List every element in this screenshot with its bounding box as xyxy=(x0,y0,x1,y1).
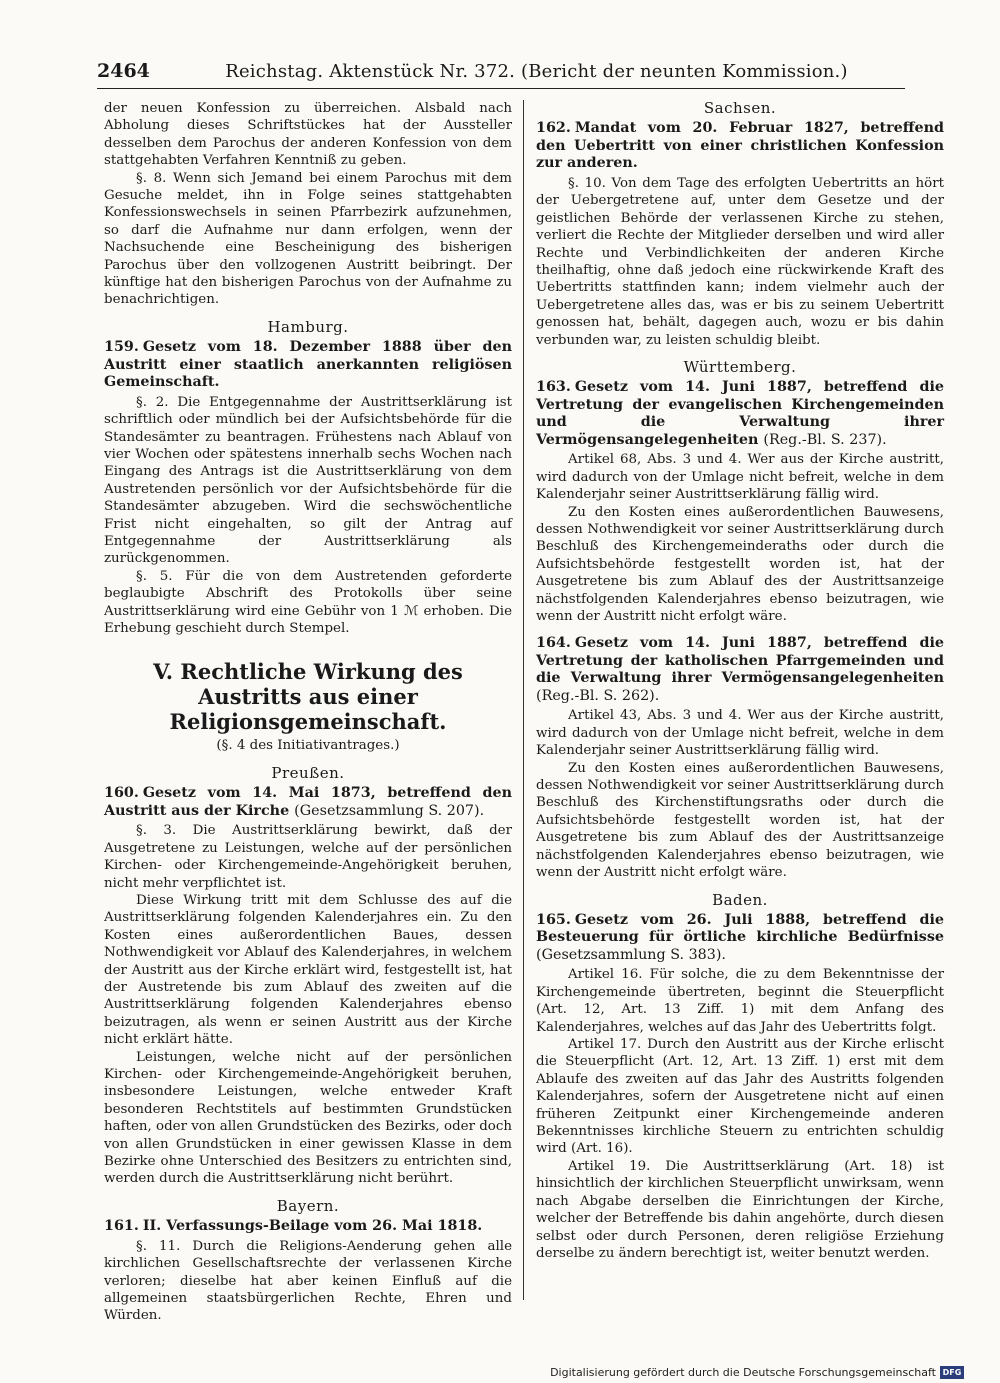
law-title: Gesetz vom 14. Mai 1873, betreffend den Austritt aus der Kirche xyxy=(104,785,512,819)
law-title: Gesetz vom 14. Juni 1887, betreffend die Vertretung der katholischen Pfarrgemeinden und die Verwaltung ihrer Vermögensangelegenheiten xyxy=(536,635,944,687)
paragraph: Zu den Kosten eines außerordentlichen Bauwesens, dessen Nothwendigkeit vor seiner Austrittserklärung durch Beschluß des Kirchengemeinderaths oder durch die Aufsichtsbehörde festgestellt worden ist, hat der Ausgetretene bis zum Ablauf des der Austrittsanzeige nächstfolgenden Kalenderjahres ebenso beizutragen, wie wenn der Austritt nicht erfolgt wäre. xyxy=(536,504,944,625)
region-heading: Bayern. xyxy=(276,1196,340,1215)
region-heading: Preußen. xyxy=(271,763,345,782)
paragraph: §. 3. Die Austrittserklärung bewirkt, daß der Ausgetretene zu Leistungen, welche auf der persönlichen Kirchen- oder Kirchengemeinde-Angehörigkeit beruhen, nicht mehr verpflichtet ist. xyxy=(104,823,512,891)
paragraph: §. 11. Durch die Religions-Aenderung gehen alle kirchlichen Gesellschaftsrechte der verlassenen Kirche verloren; dieselbe hat aber keinen Einfluß auf die allgemeinen staatsbürgerlichen Rechte, Ehren und Würden. xyxy=(104,1238,512,1324)
law-number: 160. xyxy=(104,785,139,802)
paragraph: Leistungen, welche nicht auf der persönlichen Kirchen- oder Kirchengemeinde-Angehörigkeit beruhen, insbesondere Leistungen, welche entweder Kraft besonderen Rechtstitels auf bestimmten Grundstücken haften, oder von allen Grundstücken des Bezirks, oder doch von allen Grundstücken in einer gewissen Klasse in dem Bezirke ohne Unterschied des Besitzers zu entrichten sind, werden durch die Austrittserklärung nicht berührt. xyxy=(104,1049,512,1187)
law-number: 162. xyxy=(536,120,571,137)
law-number: 161. xyxy=(104,1218,139,1235)
law-title: Gesetz vom 18. Dezember 1888 über den Austritt einer staatlich anerkannten religiösen Gemeinschaft. xyxy=(104,339,512,391)
paragraph: Artikel 16. Für solche, die zu dem Bekenntnisse der Kirchengemeinde übertreten, beginnt die Steuerpflicht (Art. 12, Art. 13 Ziff. 1) mit dem Anfang des Kalenderjahres, welches auf das Jahr des Uebertritts folgt. xyxy=(536,967,944,1035)
region-heading: Sachsen. xyxy=(703,99,777,117)
footer-credit xyxy=(550,1366,964,1379)
law-heading xyxy=(104,339,512,392)
paragraph: Diese Wirkung tritt mit dem Schlusse des auf die Austrittserklärung folgenden Kalenderjahres ein. Zu den Kosten eines außerordentlichen Baues, dessen Nothwendigkeit vor Ablauf des Kalenderjahres, in welchem der Austritt aus der Kirche erklärt wird, festgestellt ist, hat der Austretende bis zum Ablauf des zweiten auf die Austrittserklärung folgenden Kalenderjahres ebenso beizutragen, als wenn er seinen Austritt aus der Kirche nicht erklärt hätte. xyxy=(104,892,512,1048)
law-title: II. Verfassungs-Beilage vom 26. Mai 1818. xyxy=(142,1218,483,1235)
law-heading xyxy=(536,635,944,705)
footer-text: Digitalisierung gefördert durch die Deutsche Forschungsgemeinschaft xyxy=(550,1366,936,1379)
law-heading xyxy=(104,785,512,820)
paragraph: Artikel 68, Abs. 3 und 4. Wer aus der Kirche austritt, wird dadurch von der Umlage nicht befreit, welche in dem Kalenderjahr seiner Austrittserklärung fällig wird. xyxy=(536,452,944,503)
law-reference: (Reg.-Bl. S. 237). xyxy=(763,431,887,448)
left-column xyxy=(104,100,512,1324)
page-header xyxy=(97,54,905,89)
law-title: Gesetz vom 26. Juli 1888, betreffend die Besteuerung für örtliche kirchliche Bedürfnisse xyxy=(536,911,944,946)
law-heading xyxy=(536,912,944,965)
paragraph: §. 10. Von dem Tage des erfolgten Uebertritts an hört der Uebergetretene auf, unter dem Gesetze und der geistlichen Behörde der verlassenen Kirche zu stehen, verliert die Rechte der Mitglieder derselben und wird aller Rechte und Verbindlichkeiten der anderen Kirche theilhaftig, ohne daß jedoch eine rückwirkende Kraft des Uebertritts stattfinden kann; indem vielmehr auch der Uebergetretene alles das, was er bis zu seinem Uebertritt genossen hat, behält, dagegen auch, wozu er bis dahin verbunden war, zu leisten schuldig bleibt. xyxy=(536,175,944,348)
law-number: 165. xyxy=(536,911,571,928)
paragraph: Artikel 17. Durch den Austritt aus der Kirche erlischt die Steuerpflicht (Art. 12, Art. 13 Ziff. 1) erst mit dem Ablaufe des zweiten auf das Jahr des Austritts folgenden Kalenderjahres, sofern der Ausgetretene nicht auf einen früheren Zeitpunkt einer Kirchengemeinde anderen Bekenntnisses kirchliche Steuern zu entrichten schuldig wird (Art. 16). xyxy=(536,1037,944,1157)
paragraph: §. 8. Wenn sich Jemand bei einem Parochus mit dem Gesuche meldet, ihn in Folge seines stattgehabten Konfessionswechsels in seinen Pfarrbezirk aufzunehmen, so darf die Aufnahme nur dann erfolgen, wenn der Nachsuchende eine Bescheinigung des bisherigen Parochus über den vollzogenen Austritt beibringt. Der künftige hat den bisherigen Parochus von der Aufnahme zu benachrichtigen. xyxy=(104,170,512,308)
region-heading: Baden. xyxy=(712,890,768,909)
law-heading xyxy=(536,120,944,173)
law-reference: (Gesetzsammlung S. 207). xyxy=(294,802,485,819)
chapter-note: (§. 4 des Initiativantrages.) xyxy=(216,738,400,754)
right-column xyxy=(536,100,944,1300)
law-number: 159. xyxy=(104,339,139,356)
law-number: 164. xyxy=(536,635,571,652)
law-reference: (Gesetzsammlung S. 383). xyxy=(536,946,726,963)
law-reference: (Reg.-Bl. S. 262). xyxy=(536,687,660,704)
chapter-title: V. Rechtliche Wirkung des Austritts aus einer Religionsgemeinschaft. xyxy=(153,659,463,735)
paragraph: Artikel 43, Abs. 3 und 4. Wer aus der Kirche austritt, wird dadurch von der Umlage nicht befreit, welche in dem Kalenderjahr seiner Austrittserklärung fällig wird. xyxy=(536,708,944,759)
paragraph: Artikel 19. Die Austrittserklärung (Art. 18) ist hinsichtlich der kirchlichen Steuerpflicht unwirksam, wenn nach Abgabe derselben die Einrichtungen der Kirche, welcher der Betreffende bis dahin angehörte, durch diesen selbst oder durch Personen, deren religiöse Erziehung derselbe zu ändern berechtigt ist, weiter benutzt werden. xyxy=(536,1158,944,1261)
law-title: Mandat vom 20. Februar 1827, betreffend den Uebertritt von einer christlichen Konfession zur anderen. xyxy=(536,120,944,172)
paragraph: §. 2. Die Entgegennahme der Austrittserklärung ist schriftlich oder mündlich bei der Aufsichtsbehörde für die Standesämter zu beantragen. Frühestens nach Ablauf von vier Wochen oder spätestens innerhalb sechs Wochen nach Eingang des Antrags ist die Austrittserklärung von dem Austretenden persönlich vor der Aufsichtsbehörde für die Standesämter abzugeben. Wird die sechswöchentliche Frist nicht eingehalten, so gilt der Antrag auf Entgegennahme der Austrittserklärung als zurückgenommen. xyxy=(104,394,512,567)
law-heading xyxy=(104,1218,512,1236)
paragraph: Zu den Kosten eines außerordentlichen Bauwesens, dessen Nothwendigkeit vor seiner Austrittserklärung durch Beschluß des Kirchenstiftungsraths oder durch die Aufsichtsbehörde festgestellt worden ist, hat der Ausgetretene bis zum Ablauf des der Austrittsanzeige nächstfolgenden Kalenderjahres ebenso beizutragen, wie wenn der Austritt nicht erfolgt wäre. xyxy=(536,760,944,881)
law-title: Gesetz vom 14. Juni 1887, betreffend die Vertretung der evangelischen Kirchengemeinden und die Verwaltung ihrer Vermögensangelegenheiten xyxy=(536,379,944,448)
region-heading: Hamburg. xyxy=(267,317,349,336)
paragraph: der neuen Konfession zu überreichen. Alsbald nach Abholung dieses Schriftstückes hat der Aussteller desselben dem Parochus der anderen Konfession von dem stattgehabten Verfahren Kenntniß zu geben. xyxy=(104,101,512,169)
region-heading: Württemberg. xyxy=(683,357,797,376)
law-heading xyxy=(536,379,944,449)
column-divider xyxy=(523,100,524,1300)
paragraph: §. 5. Für die von dem Austretenden geforderte beglaubigte Abschrift des Protokolls über seine Austrittserklärung wird eine Gebühr von 1 ℳ erhoben. Die Erhebung geschieht durch Stempel. xyxy=(104,568,512,637)
dfg-logo: DFG xyxy=(940,1366,964,1379)
running-title: Reichstag. Aktenstück Nr. 372. (Bericht der neunten Kommission.) xyxy=(225,60,848,82)
page-number: 2464 xyxy=(97,60,150,82)
law-number: 163. xyxy=(536,379,571,396)
